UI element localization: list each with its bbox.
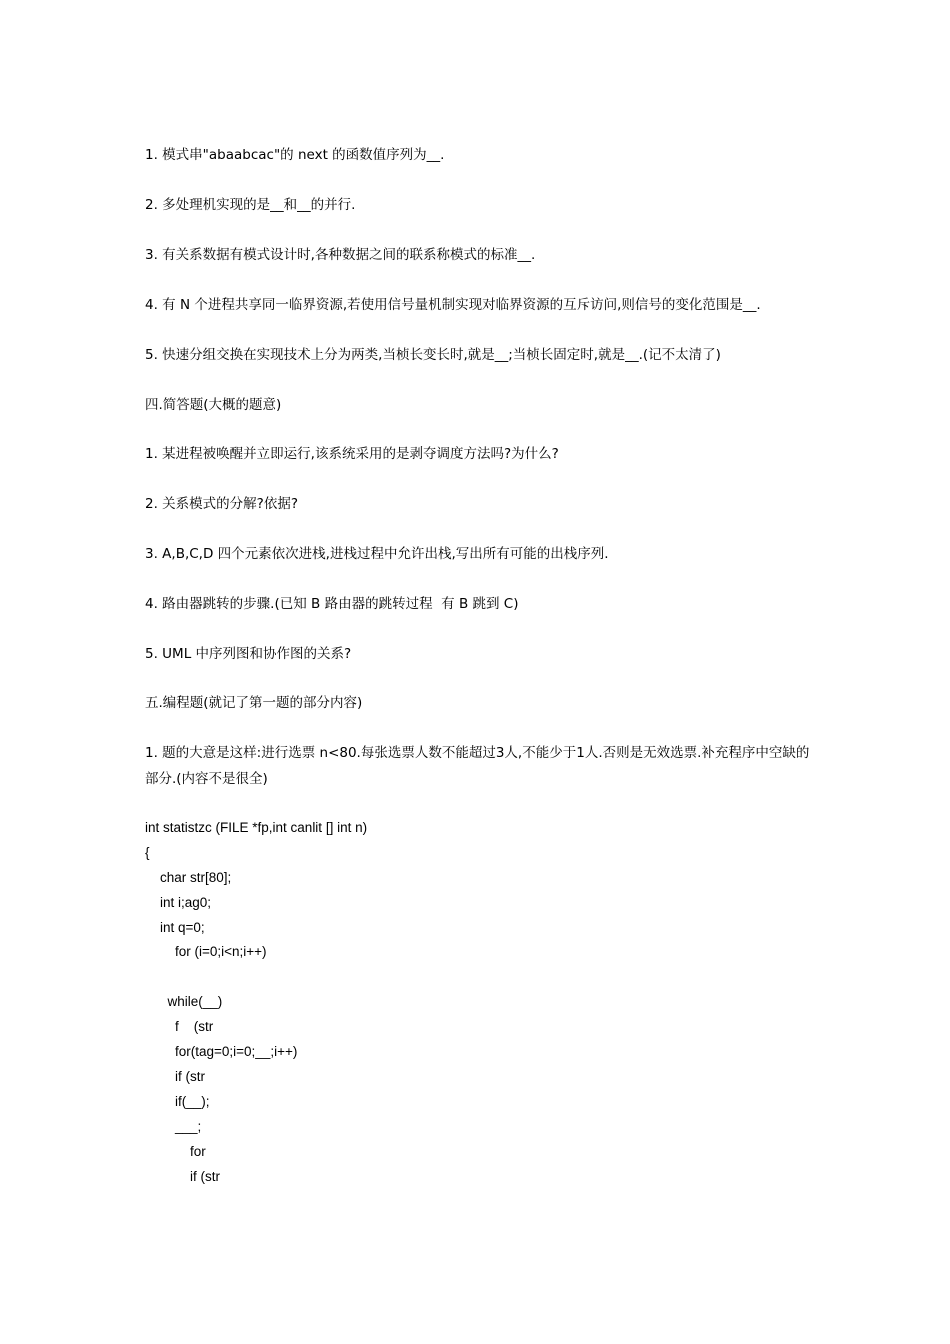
code-line: for <box>145 1144 206 1159</box>
section5-heading: 五.编程题(就记了第一题的部分内容) <box>145 695 363 711</box>
code-line: if (str <box>145 1169 221 1184</box>
code-line: f (str <box>145 1019 214 1034</box>
fill-question-5: 5. 快速分组交换在实现技术上分为两类,当桢长变长时,就是__;当桢长固定时,就是__.(记不太清了) <box>145 347 721 363</box>
fill-question-3: 3. 有关系数据有模式设计时,各种数据之间的联系称模式的标准__. <box>145 247 536 263</box>
code-line: if(__); <box>145 1094 210 1109</box>
code-line: int statistzc (FILE *fp,int canlit [] int n) <box>145 820 368 835</box>
short-answer-5: 5. UML 中序列图和协作图的关系? <box>145 646 352 662</box>
code-line: while(__) <box>145 994 223 1009</box>
fill-question-4: 4. 有 N 个进程共享同一临界资源,若使用信号量机制实现对临界资源的互斥访问,则信号的变化范围是__. <box>145 297 761 313</box>
code-line: char str[80]; <box>145 870 232 885</box>
short-answer-1: 1. 某进程被唤醒并立即运行,该系统采用的是剥夺调度方法吗?为什么? <box>145 446 559 462</box>
code-line: int q=0; <box>145 920 205 935</box>
code-line: for (i=0;i<n;i++) <box>145 944 267 959</box>
code-line: ___; <box>145 1119 202 1134</box>
programming-question-1: 1. 题的大意是这样:进行选票 n<80.每张选票人数不能超过3人,不能少于1人.否则是无效选票.补充程序中空缺的部分.(内容不是很全) <box>145 745 810 787</box>
code-line: int i;ag0; <box>145 895 212 910</box>
short-answer-2: 2. 关系模式的分解?依据? <box>145 496 299 512</box>
code-line: for(tag=0;i=0;__;i++) <box>145 1044 298 1059</box>
short-answer-4: 4. 路由器跳转的步骤.(已知 B 路由器的跳转过程 有 B 跳到 C) <box>145 596 519 612</box>
code-line: { <box>145 845 150 860</box>
section4-heading: 四.简答题(大概的题意) <box>145 397 282 413</box>
code-line: if (str <box>145 1069 205 1084</box>
fill-question-1: 1. 模式串"abaabcac"的 next 的函数值序列为__. <box>145 147 445 163</box>
fill-question-2: 2. 多处理机实现的是__和__的并行. <box>145 197 356 213</box>
short-answer-3: 3. A,B,C,D 四个元素依次进栈,进栈过程中允许出栈,写出所有可能的出栈序列. <box>145 546 609 562</box>
